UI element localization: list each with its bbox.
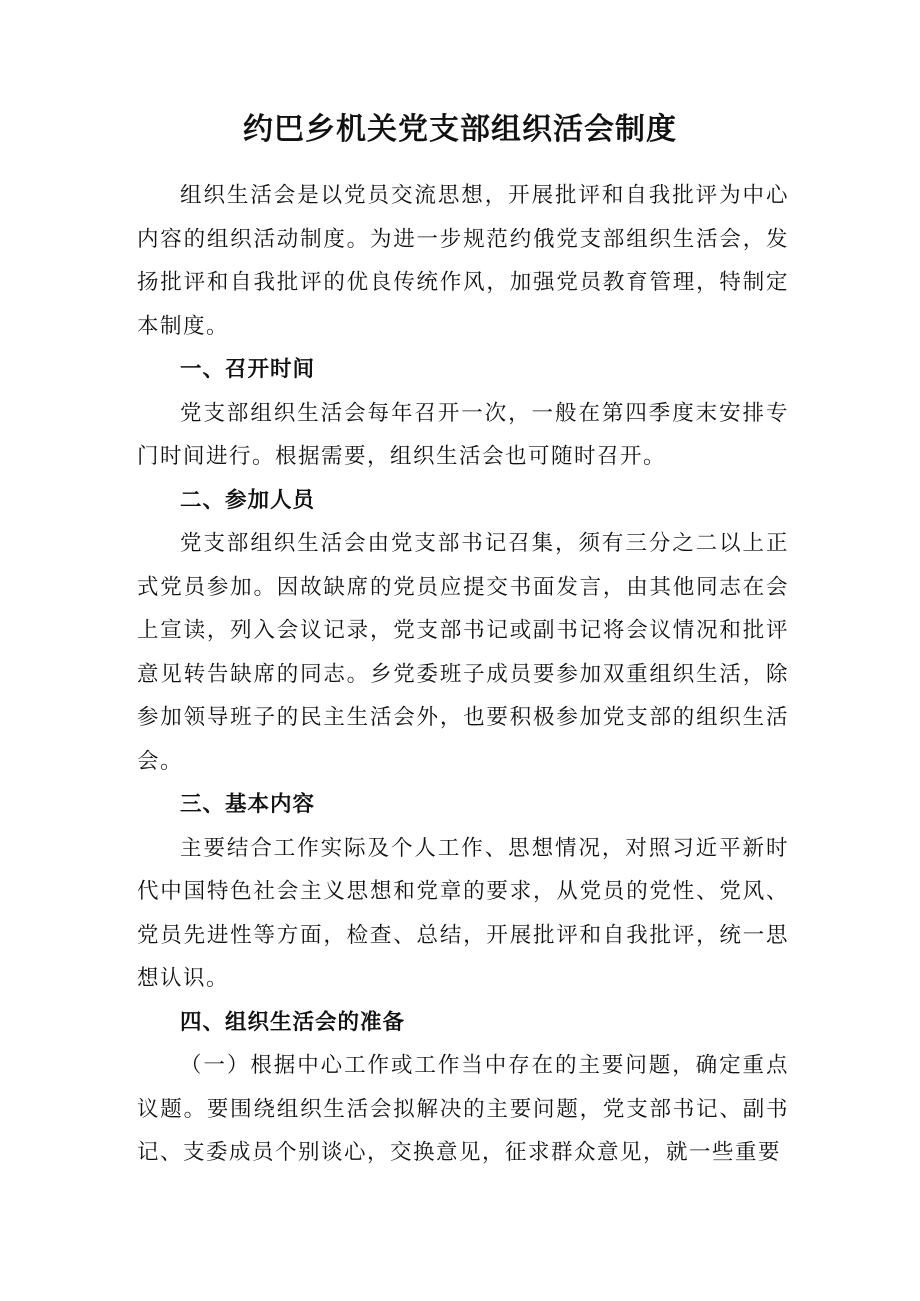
section-heading-content: 三、基本内容 [180, 792, 316, 817]
document-body [137, 174, 789, 1175]
section-heading-time: 一、召开时间 [180, 357, 316, 382]
section-paragraph: 党支部组织生活会由党支部书记召集，须有三分之二以上正式党员参加。因故缺席的党员应提交书面发言，由其他同志在会上宣读，列入会议记录，党支部书记或副书记将会议情况和批评意见转告缺席的同志。乡党委班子成员要参加双重组织生活，除参加领导班子的民主生活会外，也要积极参加党支部的组织生活会。 [137, 531, 789, 774]
document-title: 约巴乡机关党支部组织活会制度 [243, 112, 677, 147]
section-paragraph: 主要结合工作实际及个人工作、思想情况，对照习近平新时代中国特色社会主义思想和党章的要求，从党员的党性、党风、党员先进性等方面，检查、总结，开展批评和自我批评，统一思想认识。 [137, 835, 789, 991]
intro-paragraph: 组织生活会是以党员交流思想，开展批评和自我批评为中心内容的组织活动制度。为进一步规范约俄党支部组织生活会，发扬批评和自我批评的优良传统作风，加强党员教育管理，特制定本制度。 [137, 183, 789, 339]
section-paragraph: 党支部组织生活会每年召开一次，一般在第四季度末安排专门时间进行。根据需要，组织生活会也可随时召开。 [137, 400, 789, 469]
section-heading-preparation: 四、组织生活会的准备 [180, 1009, 406, 1035]
section-heading-attendees: 二、参加人员 [180, 487, 316, 513]
section-paragraph: （一）根据中心工作或工作当中存在的主要问题，确定重点议题。要围绕组织生活会拟解决的主要问题，党支部书记、副书记、支委成员个别谈心，交换意见，征求群众意见，就一些重要 [137, 1053, 789, 1165]
